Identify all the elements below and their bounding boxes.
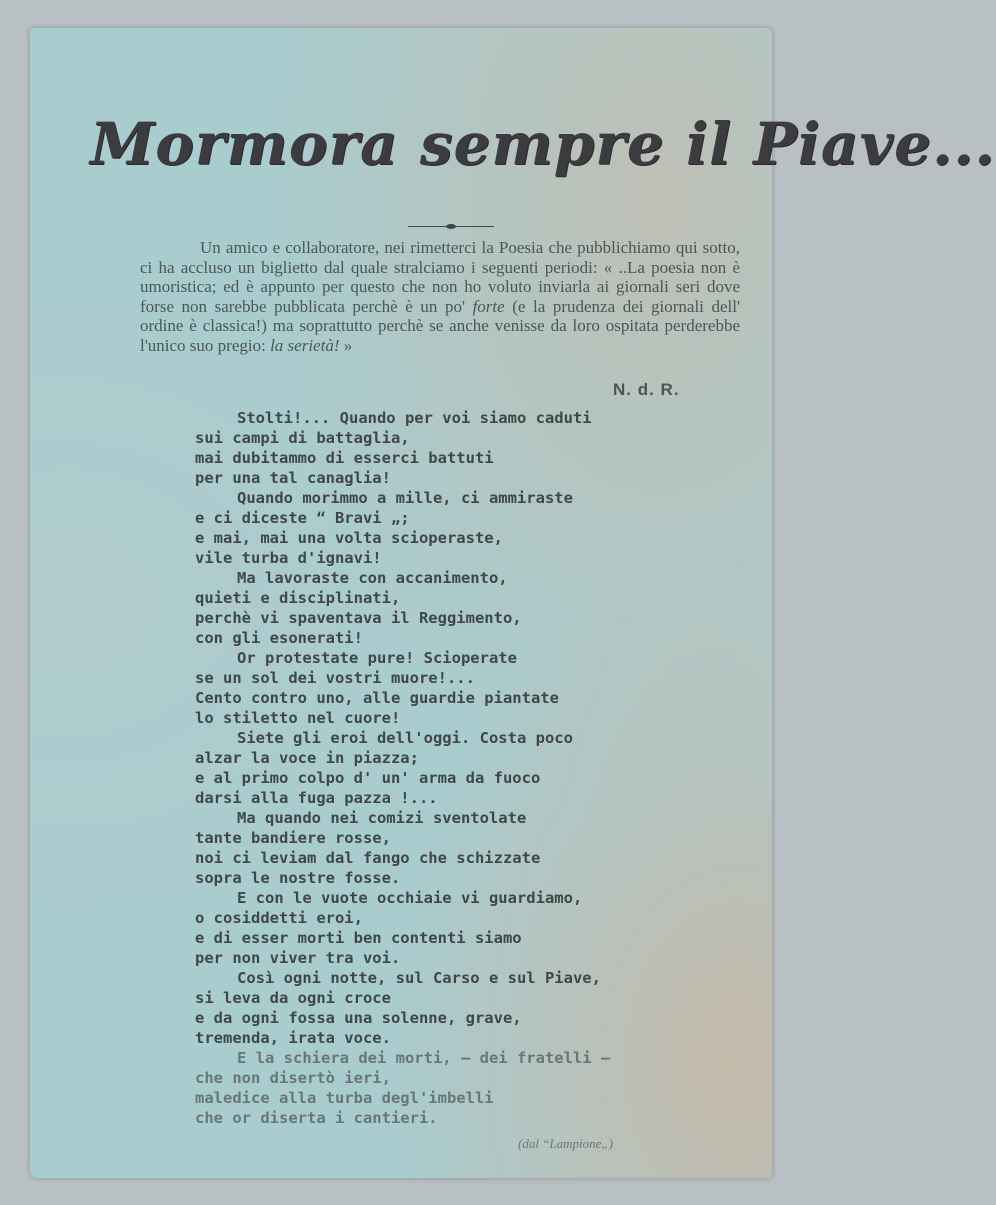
- poem-line: maledice alla turba degl'imbelli: [195, 1089, 494, 1107]
- page-title: Mormora sempre il Piave...: [90, 110, 996, 178]
- poem-line: e al primo colpo d' un' arma da fuoco: [195, 769, 541, 787]
- poem-line: Or protestate pure! Scioperate: [237, 649, 517, 667]
- poem-line: Quando morimmo a mille, ci ammiraste: [237, 489, 573, 507]
- poem-line: che or diserta i cantieri.: [195, 1109, 438, 1127]
- decorative-divider: [408, 226, 494, 227]
- poem-line: quieti e disciplinati,: [195, 589, 401, 607]
- poem-line: o cosiddetti eroi,: [195, 909, 363, 927]
- poem-line: lo stiletto nel cuore!: [195, 709, 401, 727]
- poem-line: Stolti!... Quando per voi siamo caduti: [237, 409, 592, 427]
- poem-line: per una tal canaglia!: [195, 469, 391, 487]
- poem-line: Così ogni notte, sul Carso e sul Piave,: [237, 969, 601, 987]
- intro-italic-1: forte: [472, 296, 505, 316]
- editor-signature: N. d. R.: [613, 380, 680, 399]
- poem-line: tante bandiere rosse,: [195, 829, 391, 847]
- newspaper-clipping: [30, 28, 996, 1178]
- intro-text-1: Un amico e collaboratore, nei rimetterci la Poesia che pubblichiamo qui sotto, ci ha accluso un biglietto dal quale stralciamo i seguenti periodi: « ..La poesia non è umoristica; ed è appunto per questo che non ho voluto inviarla ai giornali seri dove forse non sarebbe pubblicata perchè è un po': [140, 238, 740, 316]
- poem-line: E la schiera dei morti, — dei fratelli —: [237, 1049, 611, 1067]
- poem-line: vile turba d'ignavi!: [195, 549, 382, 567]
- poem-line: Ma lavoraste con accanimento,: [237, 569, 508, 587]
- poem-line: E con le vuote occhiaie vi guardiamo,: [237, 889, 583, 907]
- poem-line: darsi alla fuga pazza !...: [195, 789, 438, 807]
- intro-text-2: (e la prudenza dei giornali dell' ordine è classica!) ma soprattutto perchè se anche venisse da loro ospitata perderebbe l'unico suo pregio:: [140, 296, 741, 355]
- editorial-paragraph: [140, 238, 740, 355]
- poem-line: perchè vi spaventava il Reggimento,: [195, 609, 522, 627]
- poem-line: che non disertò ieri,: [195, 1069, 391, 1087]
- poem-line: mai dubitammo di esserci battuti: [195, 449, 494, 467]
- poem-line: sui campi di battaglia,: [195, 429, 410, 447]
- source-attribution: (dal “Lampione„): [518, 1136, 613, 1151]
- editorial-note: [140, 238, 740, 355]
- intro-closing-quote: »: [343, 335, 353, 355]
- poem-line: Ma quando nei comizi sventolate: [237, 809, 527, 827]
- poem-line: e mai, mai una volta scioperaste,: [195, 529, 503, 547]
- poem-line: e da ogni fossa una solenne, grave,: [195, 1009, 522, 1027]
- poem-line: si leva da ogni croce: [195, 989, 391, 1007]
- poem-line: Siete gli eroi dell'oggi. Costa poco: [237, 729, 573, 747]
- poem-line: se un sol dei vostri muore!...: [195, 669, 475, 687]
- poem-line: Cento contro uno, alle guardie piantate: [195, 689, 559, 707]
- poem-line: per non viver tra voi.: [195, 949, 401, 967]
- poem-line: noi ci leviam dal fango che schizzate: [195, 849, 541, 867]
- poem-line: alzar la voce in piazza;: [195, 749, 419, 767]
- poem-line: e ci diceste “ Bravi „;: [195, 509, 410, 527]
- intro-italic-2: la serietà!: [270, 335, 340, 355]
- poem: [195, 408, 645, 1128]
- poem-line: sopra le nostre fosse.: [195, 869, 401, 887]
- poem-line: tremenda, irata voce.: [195, 1029, 391, 1047]
- poem-line: e di esser morti ben contenti siamo: [195, 929, 522, 947]
- poem-line: con gli esonerati!: [195, 629, 363, 647]
